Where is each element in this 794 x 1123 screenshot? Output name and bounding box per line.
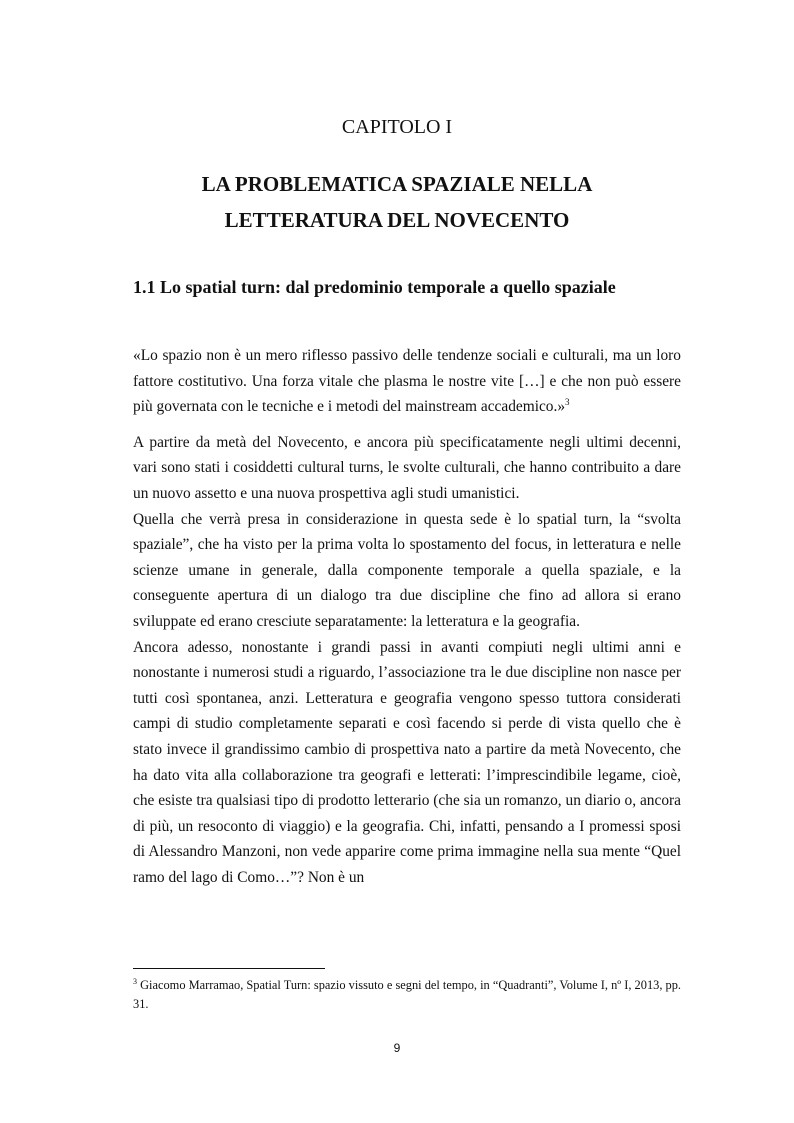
paragraph-2: Quella che verrà presa in considerazione in questa sede è lo spatial turn, la “svolta spaziale”, che ha visto per la prima volta lo spostamento del focus, in letteratura e nelle scienze umane in generale, dalla componente temporale a quella spaziale, e la conseguente apertura di un dialogo tra due discipline che fino ad allora si erano sviluppate ed erano cresciute separatamente: la letteratura e la geografia. (133, 510, 681, 630)
epigraph-quote (133, 343, 681, 420)
footnote-divider (133, 968, 325, 969)
chapter-title-line-2: LETTERATURA DEL NOVECENTO (224, 208, 570, 232)
chapter-title-line-1: LA PROBLEMATICA SPAZIALE NELLA (201, 172, 593, 196)
section-heading: 1.1 Lo spatial turn: dal predominio temporale a quello spaziale (133, 277, 616, 297)
footnote-text: Giacomo Marramao, Spatial Turn: spazio vissuto e segni del tempo, in “Quadranti”, Volume I, nº I, 2013, pp. 31. (133, 978, 682, 1011)
footnote (133, 976, 681, 1014)
quote-text: «Lo spazio non è un mero riflesso passivo delle tendenze sociali e culturali, ma un loro fattore costitutivo. Una forza vitale che plasma le nostre vite […] e che non può essere più governata con le tecniche e i metodi del mainstream accademico.» (133, 347, 681, 416)
footnote-marker: 3 (133, 976, 137, 986)
page-number: 9 (393, 1041, 401, 1055)
body-text (133, 343, 681, 890)
paragraph-3: Ancora adesso, nonostante i grandi passi in avanti compiuti negli ultimi anni e nonostante i numerosi studi a riguardo, l’associazione tra le due discipline non nasce per tutti così spontanea, anzi. Letteratura e geografia vengono spesso tuttora considerati campi di studio completamente separati e così facendo si perde di vista quello che è stato invece il grandissimo cambio di prospettiva nato a partire da metà Novecento, che ha dato vita alla collaborazione tra geografi e letterati: l’imprescindibile legame, cioè, che esiste tra qualsiasi tipo di prodotto letterario (che sia un romanzo, un diario o, ancora di più, un resoconto di viaggio) e la geografia. Chi, infatti, pensando a I promessi sposi di Alessandro Manzoni, non vede apparire come prima immagine nella sua mente “Quel ramo del lago di Como…”? Non è un (133, 638, 681, 886)
paragraph-1: A partire da metà del Novecento, e ancora più specificatamente negli ultimi decenni, vari sono stati i cosiddetti cultural turns, le svolte culturali, che hanno contribuito a dare un nuovo assetto e una nuova prospettiva agli studi umanistici. (133, 433, 681, 502)
footnote-reference[interactable]: 3 (565, 397, 570, 408)
chapter-label: CAPITOLO I (341, 116, 453, 138)
chapter-title (0, 166, 794, 238)
